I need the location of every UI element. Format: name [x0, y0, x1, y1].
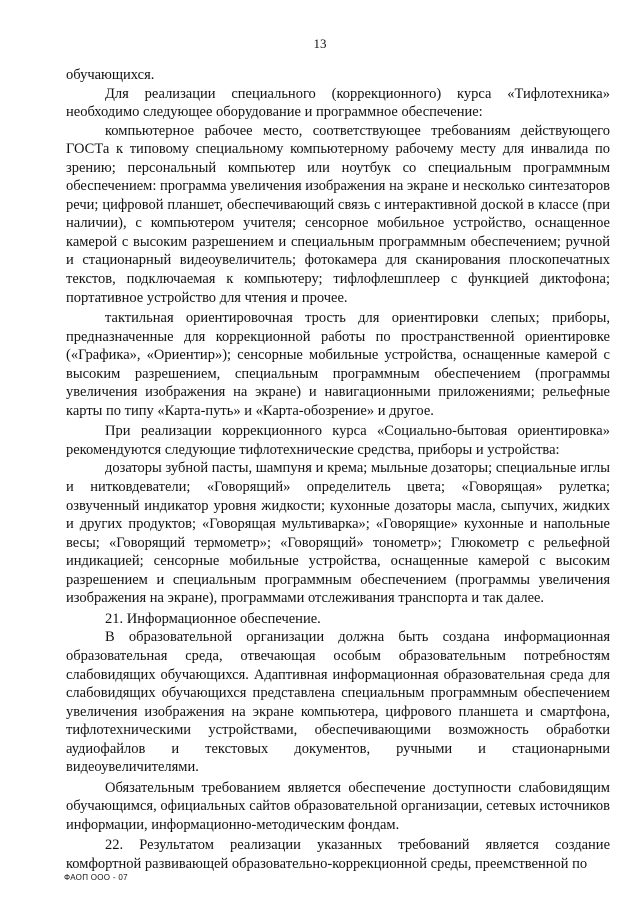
document-body — [66, 66, 610, 874]
paragraph-continuation: обучающихся. — [66, 67, 155, 83]
paragraph-tactile-cane: тактильная ориентировочная трость для ориентировки слепых; приборы, предназначенные для коррекционной работы по пространственной ориентировке («Графика», «Ориентир»); сенсорные мобильные устройства, оснащенные камерой с высоким разрешением, специальным программным обеспечением (программы увеличения изображения на экране) и навигационными приложениями; рельефные карты по типу «Карта-путь» и «Карта-обозрение» и другое. — [66, 310, 610, 419]
paragraph-information-environment: В образовательной организации должна быть создана информационная образовательная среда, отвечающая особым образовательным потребностям слабовидящих обучающихся. Адаптивная информационная образовательная среда для слабовидящих обучающихся представлена специальным программным обеспечением увеличения изображения на экране компьютера, цифрового планшета и смартфона, тифлотехническими устройствами, обеспечивающими возможность обработки аудиофайлов и текстовых документов, ручными и стационарными видеоувеличителями. — [66, 629, 610, 776]
paragraph-computer-workplace: компьютерное рабочее место, соответствующее требованиям действующего ГОСТа к типовому специальному компьютерному рабочему месту для инвалида по зрению; персональный компьютер или ноутбук со специальным программным обеспечением: программа увеличения изображения на экране и несколько синтезаторов речи; цифровой планшет, обеспечивающий связь с интерактивной доской в классе (при наличии), с компьютером учителя; сенсорное мобильное устройство, оснащенное камерой с высоким разрешением и специальным программным обеспечением; ручной и стационарный видеоувеличитель; фотокамера для сканирования плоскопечатных текстов, подключаемая к компьютеру; тифлофлешплеер с функцией диктофона; портативное устройство для чтения и прочее. — [66, 122, 610, 306]
page-number: 13 — [313, 36, 327, 51]
section-heading-information-support: 21. Информационное обеспечение. — [105, 610, 321, 627]
paragraph-household-devices: дозаторы зубной пасты, шампуня и крема; мыльные дозаторы; специальные иглы и нитковдеватели; «Говорящий» определитель цвета; «Говорящая» рулетка; озвученный индикатор уровня жидкости; кухонные дозаторы масла, сыпучих, жидких и других продуктов; «Говорящая мультиварка»; «Говорящие» кухонные и напольные весы; «Говорящий термометр»; «Говорящий» тонометр»; Глюкометр с рельефной индикацией; сенсорные мобильные устройства, оснащенные камерой с высоким разрешением и специальным программным обеспечением (программы увеличения изображения на экране), программами отслеживания транспорта и так далее. — [66, 460, 610, 607]
paragraph-tiflotechnika-intro: Для реализации специального (коррекционного) курса «Тифлотехника» необходимо следующее оборудование и программное обеспечение: — [66, 85, 610, 121]
paragraph-results: 22. Результатом реализации указанных требований является создание комфортной развивающей образовательно-коррекционной среды, преемственной по — [66, 837, 610, 872]
footer-document-code: ФАОП ООО - 07 — [64, 873, 128, 882]
paragraph-accessibility-requirement: Обязательным требованием является обеспечение доступности слабовидящим обучающимся, официальных сайтов образовательной организации, сетевых источников информации, информационно-методическим фондам. — [66, 779, 610, 833]
paragraph-social-orientation-intro: При реализации коррекционного курса «Социально-бытовая ориентировка» рекомендуются следующие тифлотехнические средства, приборы и устройства: — [66, 423, 610, 458]
